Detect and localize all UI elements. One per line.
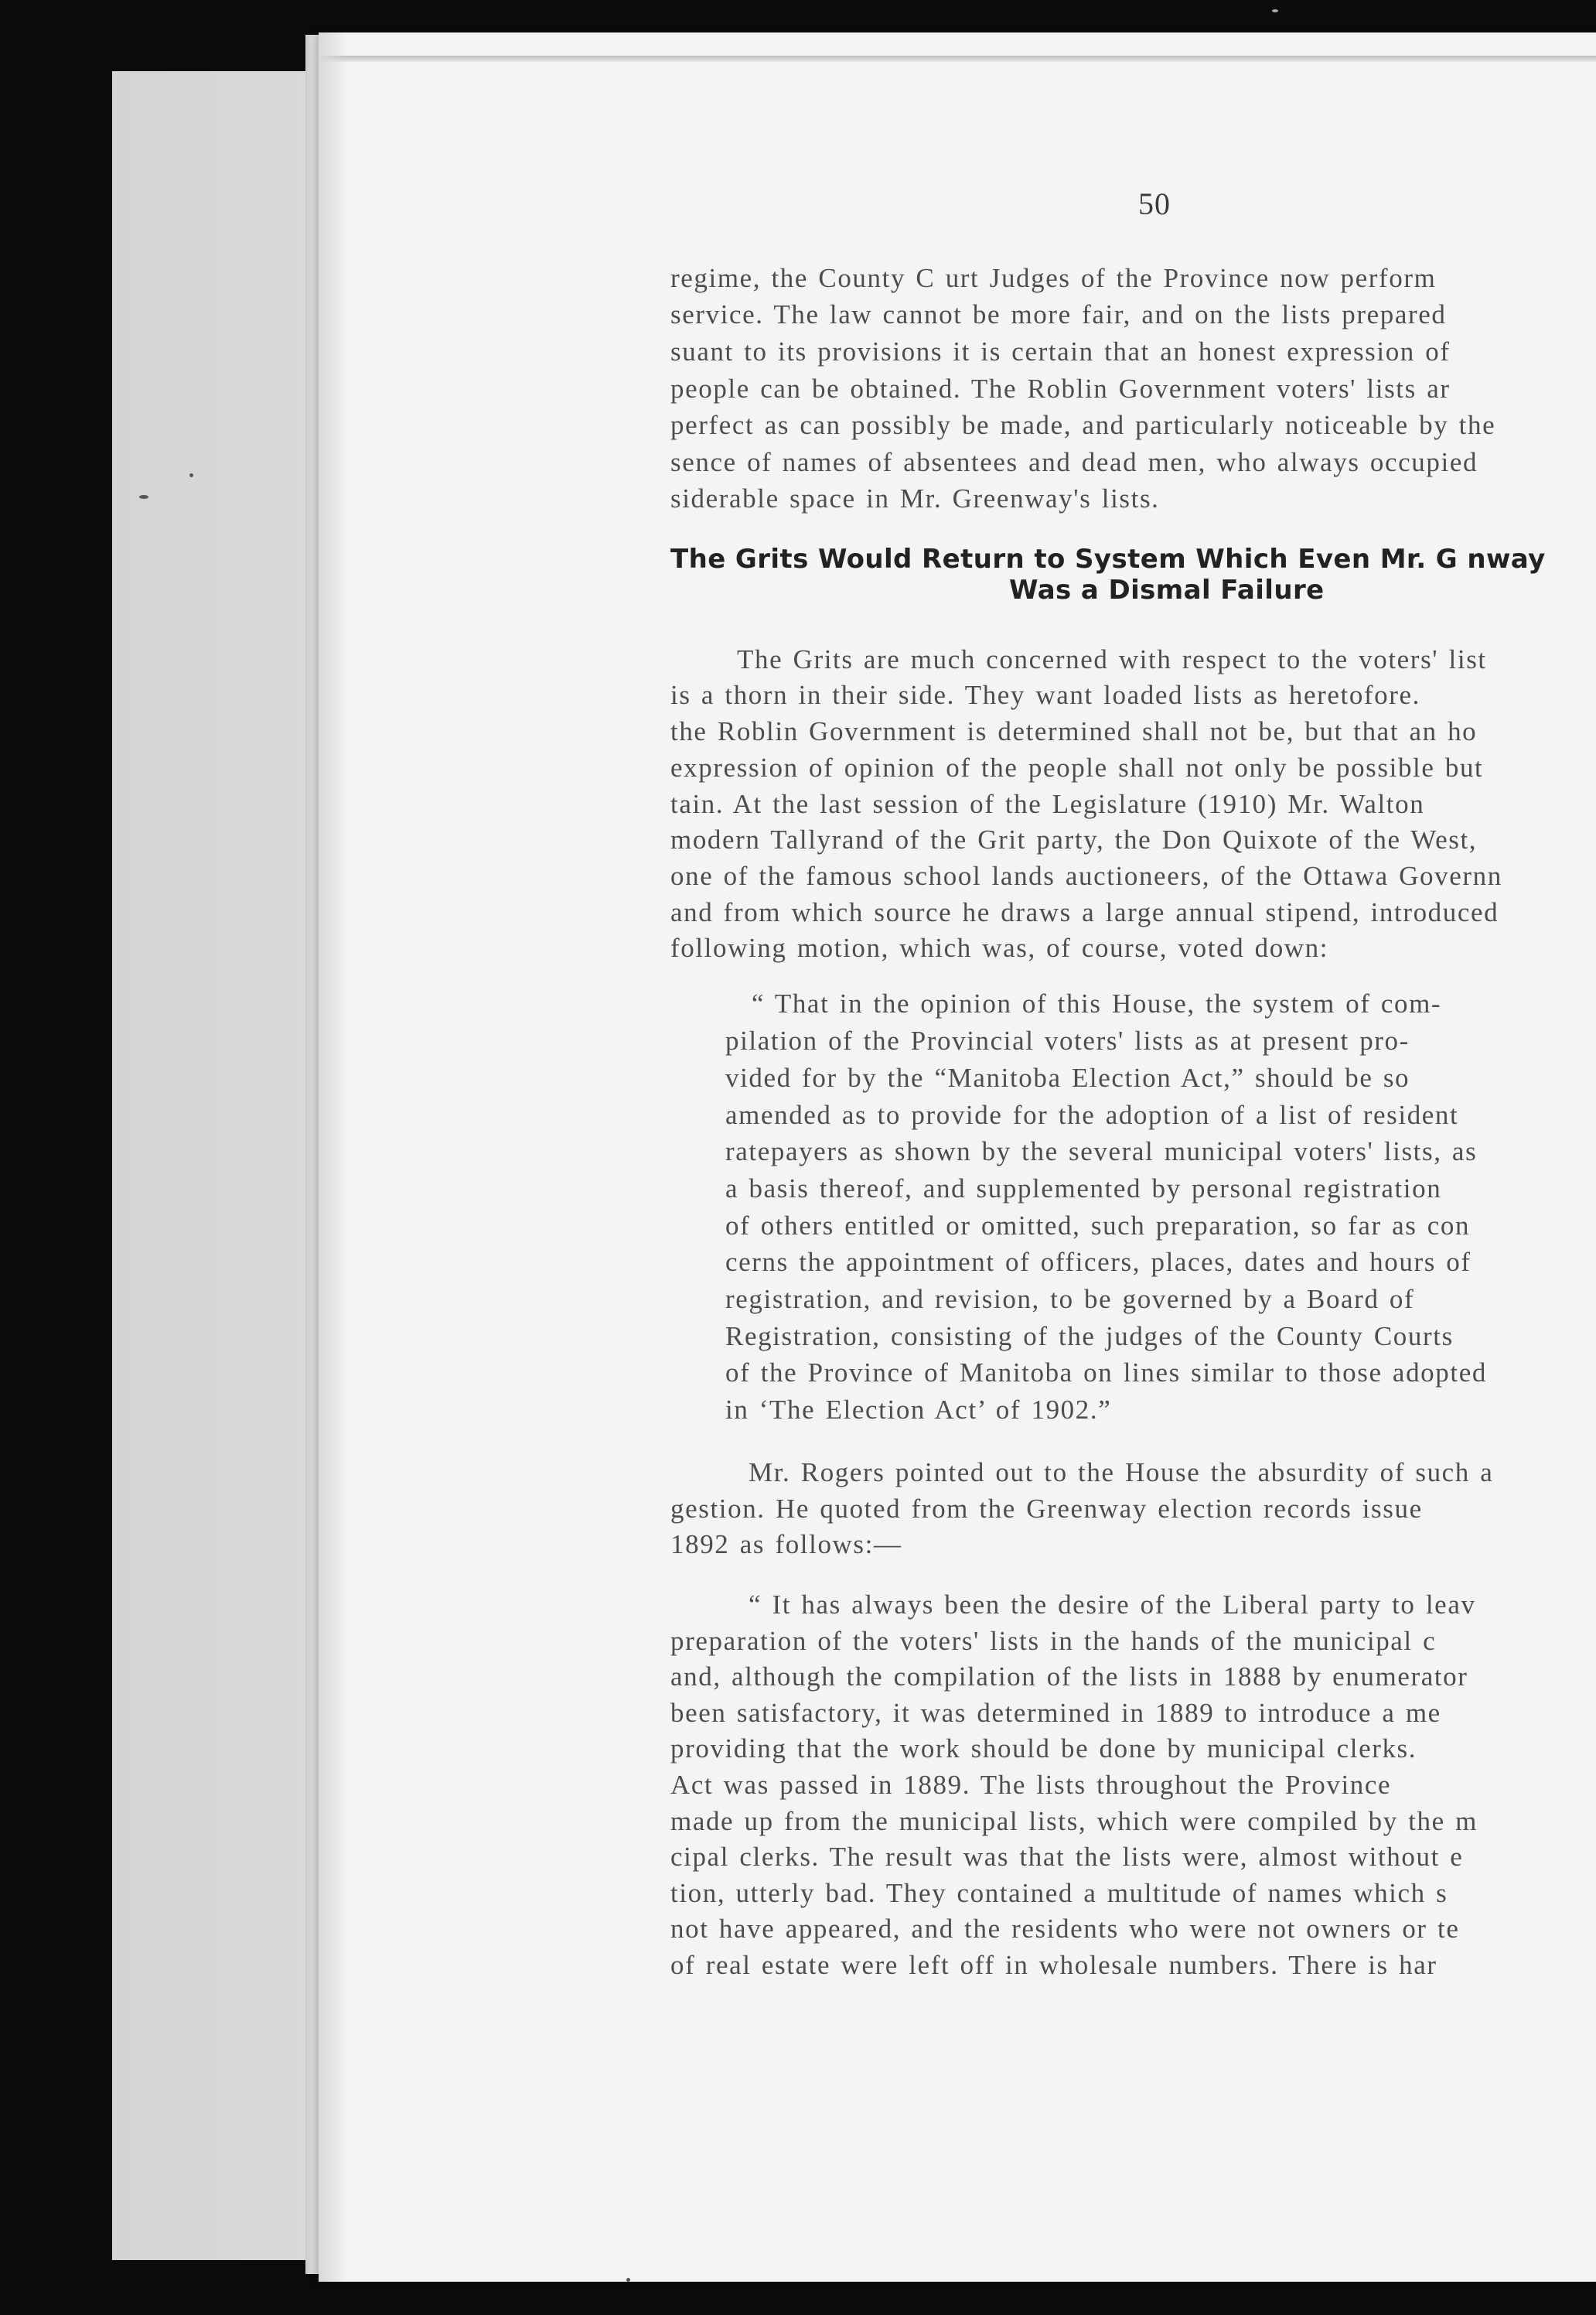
quote-line: of the Province of Manitoba on lines similar to those adopted bbox=[725, 1357, 1487, 1388]
quote-line: and, although the compilation of the lists in 1888 by enumerator bbox=[670, 1661, 1468, 1692]
quote-line: tion, utterly bad. They contained a multitude of names which s bbox=[670, 1878, 1448, 1908]
scan-speck bbox=[139, 495, 148, 499]
quote-line: registration, and revision, to be governed by a Board of bbox=[725, 1284, 1415, 1314]
section-heading-line-2: Was a Dismal Failure bbox=[1009, 575, 1325, 606]
quote-line: “ It has always been the desire of the Liberal party to leav bbox=[749, 1589, 1476, 1620]
quote-line: of others entitled or omitted, such preparation, so far as con bbox=[725, 1210, 1471, 1241]
quote-line: providing that the work should be done by municipal clerks. bbox=[670, 1733, 1417, 1764]
quote-line: “ That in the opinion of this House, the system of com- bbox=[752, 988, 1442, 1019]
text-line: Mr. Rogers pointed out to the House the absurdity of such a bbox=[749, 1457, 1494, 1487]
quote-line: preparation of the voters' lists in the hands of the municipal c bbox=[670, 1626, 1437, 1656]
page-number: 50 bbox=[1138, 186, 1171, 221]
text-line: The Grits are much concerned with respect to the voters' list bbox=[737, 644, 1487, 674]
text-line: is a thorn in their side. They want loaded lists as heretofore. bbox=[670, 680, 1421, 710]
text-line: gestion. He quoted from the Greenway election records issue bbox=[670, 1494, 1423, 1524]
quote-line: made up from the municipal lists, which were compiled by the m bbox=[670, 1806, 1478, 1836]
quote-line: cipal clerks. The result was that the lists were, almost without e bbox=[670, 1842, 1464, 1872]
text-line: expression of opinion of the people shall not only be possible but bbox=[670, 753, 1484, 783]
text-line: people can be obtained. The Roblin Government voters' lists ar bbox=[670, 374, 1451, 404]
quote-line: amended as to provide for the adoption of a list of resident bbox=[725, 1100, 1459, 1130]
quote-line: pilation of the Provincial voters' lists as at present pro- bbox=[725, 1026, 1410, 1056]
text-line: and from which source he draws a large annual stipend, introduced bbox=[670, 897, 1499, 927]
text-line: tain. At the last session of the Legislature (1910) Mr. Walton bbox=[670, 789, 1425, 819]
scan-speck bbox=[189, 473, 193, 477]
text-line: modern Tallyrand of the Grit party, the Don Quixote of the West, bbox=[670, 825, 1478, 855]
text-line: service. The law cannot be more fair, and on the lists prepared bbox=[670, 299, 1447, 329]
quote-line: a basis thereof, and supplemented by personal registration bbox=[725, 1173, 1442, 1204]
quote-line: Act was passed in 1889. The lists throughout the Province bbox=[670, 1770, 1392, 1800]
scan-speck bbox=[626, 2278, 630, 2282]
quote-line: vided for by the “Manitoba Election Act,” should be so bbox=[725, 1063, 1410, 1093]
quote-line: cerns the appointment of officers, places, dates and hours of bbox=[725, 1247, 1472, 1277]
text-line: the Roblin Government is determined shall not be, but that an ho bbox=[670, 716, 1478, 746]
text-line: regime, the County C urt Judges of the Province now perform bbox=[670, 263, 1437, 293]
quote-line: Registration, consisting of the judges of the County Courts bbox=[725, 1321, 1454, 1351]
section-heading-line-1: The Grits Would Return to System Which Even Mr. G nway bbox=[670, 544, 1546, 575]
text-line: following motion, which was, of course, voted down: bbox=[670, 933, 1329, 963]
quote-line: in ‘The Election Act’ of 1902.” bbox=[725, 1395, 1112, 1425]
quote-line: of real estate were left off in wholesale numbers. There is har bbox=[670, 1950, 1437, 1980]
scan-speck bbox=[1272, 9, 1278, 12]
quote-line: been satisfactory, it was determined in 1889 to introduce a me bbox=[670, 1698, 1441, 1728]
text-line: siderable space in Mr. Greenway's lists. bbox=[670, 483, 1160, 514]
text-line: perfect as can possibly be made, and particularly noticeable by the bbox=[670, 410, 1496, 440]
text-line: sence of names of absentees and dead men, who always occupied bbox=[670, 447, 1478, 477]
quote-line: not have appeared, and the residents who were not owners or te bbox=[670, 1914, 1460, 1944]
text-line: one of the famous school lands auctioneers, of the Ottawa Governn bbox=[670, 861, 1502, 891]
text-line: 1892 as follows:— bbox=[670, 1529, 902, 1559]
text-line: suant to its provisions it is certain that an honest expression of bbox=[670, 336, 1451, 367]
quote-line: ratepayers as shown by the several municipal voters' lists, as bbox=[725, 1136, 1478, 1166]
